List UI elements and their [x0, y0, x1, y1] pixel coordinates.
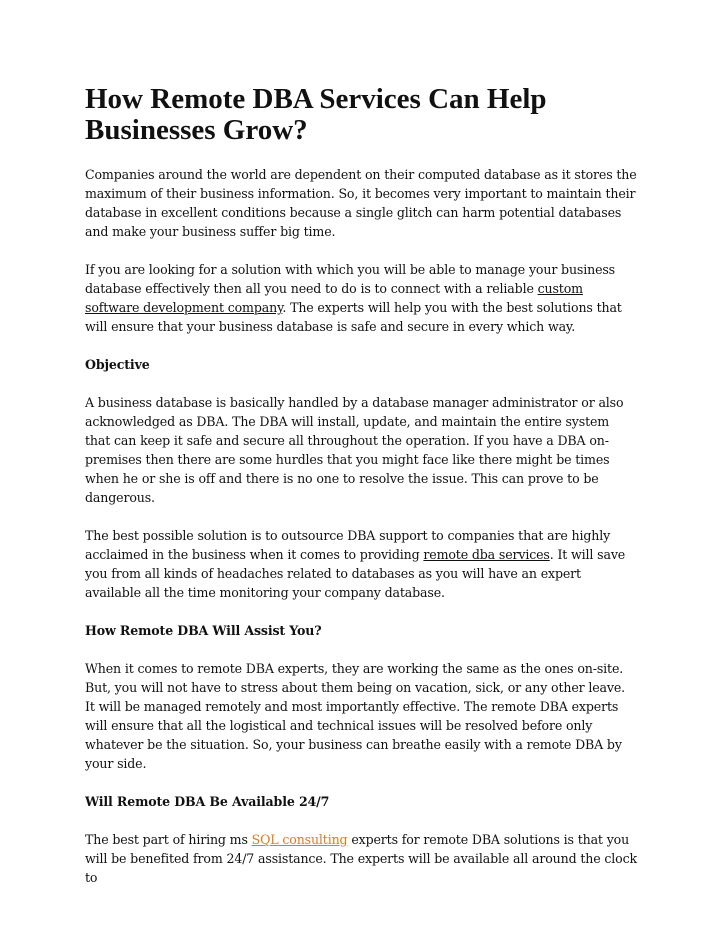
paragraph-outsource-text-1: The best possible solution is to outsource DBA support to companies that are highly acclaimed in the business when it comes to providing [85, 528, 611, 562]
paragraph-outsource-text-2: . It will save you from all kinds of headaches related to databases as you will have an expert available all the time monitoring your company database. [85, 547, 626, 600]
paragraph-available-text-2: experts for remote DBA solutions is that you will be benefited from 24/7 assistance. The experts will be available all around the clock to [85, 832, 637, 885]
document-content [85, 84, 637, 906]
remote-dba-link[interactable]: remote dba services [423, 547, 550, 562]
custom-software-link[interactable]: custom software development company [85, 281, 583, 315]
document-title: How Remote DBA Services Can Help Businesses Grow? [85, 83, 547, 146]
paragraph-available-text-1: The best part of hiring ms [85, 832, 252, 847]
sql-consulting-link[interactable]: SQL consulting [251, 832, 348, 847]
heading-assist: How Remote DBA Will Assist You? [85, 623, 322, 638]
heading-available: Will Remote DBA Be Available 24/7 [85, 794, 330, 809]
paragraph-assist: When it comes to remote DBA experts, they are working the same as the ones on-site. But, you will not have to stress about them being on vacation, sick, or any other leave. It will be managed remotely and most importantly effective. The remote DBA experts will ensure that all the logistical and technical issues will be resolved before only whatever be the situation. So, your business can breathe easily with a remote DBA by your side. [85, 661, 626, 771]
paragraph-solution [85, 260, 637, 336]
paragraph-solution-text-2: . The experts will help you with the best solutions that will ensure that your business database is safe and secure in every which way. [85, 300, 622, 334]
paragraph-available [85, 830, 637, 887]
paragraph-outsource [85, 526, 637, 602]
heading-objective: Objective [85, 357, 150, 372]
paragraph-solution-text-1: If you are looking for a solution with which you will be able to manage your business database effectively then all you need to do is to connect with a reliable [85, 262, 615, 296]
paragraph-objective: A business database is basically handled by a database manager administrator or also acknowledged as DBA. The DBA will install, update, and maintain the entire system that can keep it safe and secure all throughout the operation. If you have a DBA on-premises then there are some hurdles that you might face like there might be times when he or she is off and there is no one to resolve the issue. This can prove to be dangerous. [85, 395, 624, 505]
paragraph-intro: Companies around the world are dependent on their computed database as it stores the maximum of their business information. So, it becomes very important to maintain their database in excellent conditions because a single glitch can harm potential databases and make your business suffer big time. [85, 167, 637, 239]
